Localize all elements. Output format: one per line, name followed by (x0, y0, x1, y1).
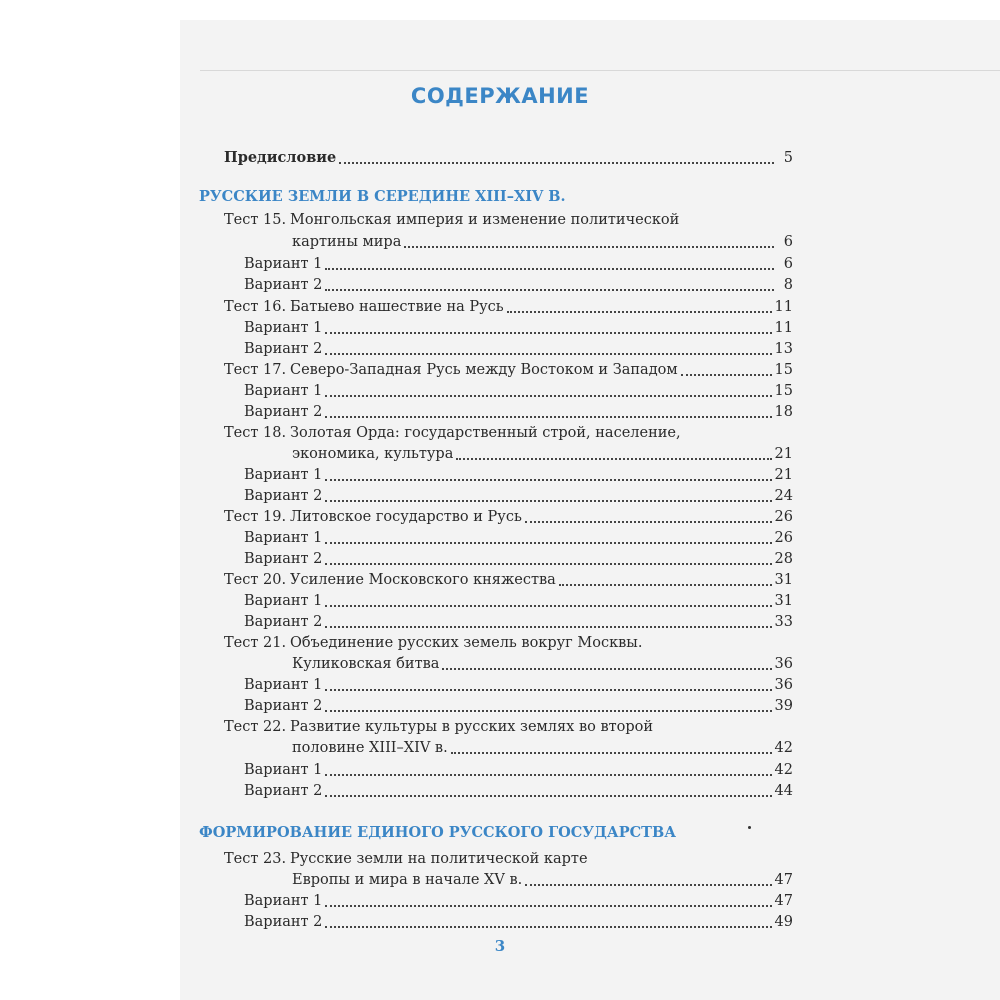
toc-test-22-cont[interactable] (292, 738, 793, 758)
dot-leader (325, 900, 771, 907)
toc-page-number: 39 (774, 698, 793, 714)
toc-page-number: 42 (774, 762, 793, 778)
toc-page-number: 11 (774, 299, 793, 315)
dot-leader (681, 369, 772, 376)
toc-test-15-title[interactable] (224, 210, 679, 230)
variant-label: Вариант 1 (244, 593, 323, 609)
variant-label: Вариант 2 (244, 404, 323, 420)
toc-page-number: 24 (774, 488, 793, 504)
toc-test-21-title[interactable] (224, 633, 642, 653)
toc-page-number: 21 (774, 446, 793, 462)
dot-leader (325, 390, 771, 397)
toc-page-number: 33 (774, 614, 793, 630)
toc-page-number: 31 (774, 593, 793, 609)
dot-leader (325, 327, 771, 334)
dot-leader (325, 684, 771, 691)
test-title-line1: Золотая Орда: государственный строй, население, (290, 425, 681, 441)
toc-variant[interactable] (244, 528, 793, 548)
toc-page-number: 26 (774, 509, 793, 525)
dot-leader (325, 411, 771, 418)
variant-label: Вариант 2 (244, 614, 323, 630)
dot-leader (325, 537, 771, 544)
variant-label: Вариант 1 (244, 893, 323, 909)
toc-variant[interactable] (244, 402, 793, 422)
variant-label: Вариант 1 (244, 530, 323, 546)
toc-test-18-cont[interactable] (292, 444, 793, 464)
toc-page-number: 47 (774, 893, 793, 909)
dot-leader (442, 663, 771, 670)
toc-test-18-title[interactable] (224, 423, 681, 443)
toc-entry-preface[interactable] (224, 148, 793, 168)
dot-leader (325, 600, 771, 607)
running-header-rule (200, 70, 1000, 71)
toc-variant[interactable] (244, 591, 793, 611)
variant-label: Вариант 1 (244, 677, 323, 693)
test-title-line2: Европы и мира в начале XV в. (292, 872, 523, 888)
toc-variant[interactable] (244, 675, 793, 695)
variant-label: Вариант 2 (244, 488, 323, 504)
dot-leader (325, 769, 771, 776)
test-label: Тест 16. (224, 299, 287, 315)
test-label: Тест 18. (224, 425, 287, 441)
toc-test-15-cont[interactable] (292, 232, 793, 252)
toc-variant[interactable] (244, 465, 793, 485)
variant-label: Вариант 1 (244, 320, 323, 336)
toc-variant[interactable] (244, 612, 793, 632)
toc-page-number: 6 (783, 256, 793, 272)
dot-leader (325, 921, 771, 928)
test-title-line1: Монгольская империя и изменение политической (290, 212, 680, 228)
toc-entry-label: Предисловие (224, 149, 337, 166)
dot-leader (325, 790, 771, 797)
test-title-line2: экономика, культура (292, 446, 454, 462)
variant-label: Вариант 2 (244, 783, 323, 799)
variant-label: Вариант 2 (244, 551, 323, 567)
toc-page-number: 26 (774, 530, 793, 546)
dot-leader (559, 579, 772, 586)
test-title-line1: Батыево нашествие на Русь (290, 299, 504, 315)
toc-variant[interactable] (244, 318, 793, 338)
toc-page-number: 18 (774, 404, 793, 420)
toc-variant[interactable] (244, 912, 793, 932)
toc-variant[interactable] (244, 275, 793, 295)
test-title-line2: картины мира (292, 234, 402, 250)
test-label: Тест 17. (224, 362, 287, 378)
dot-leader (404, 241, 774, 248)
test-label: Тест 19. (224, 509, 287, 525)
dot-leader (325, 558, 771, 565)
dot-leader (325, 348, 771, 355)
toc-variant[interactable] (244, 891, 793, 911)
test-label: Тест 21. (224, 635, 287, 651)
dot-leader (325, 263, 774, 270)
toc-page-number: 36 (774, 677, 793, 693)
dot-leader (525, 879, 771, 886)
dot-leader (456, 453, 771, 460)
test-title-line1: Развитие культуры в русских землях во второй (290, 719, 654, 735)
toc-page-number: 5 (783, 150, 793, 166)
test-label: Тест 20. (224, 572, 287, 588)
dot-leader (525, 516, 772, 523)
dot-leader (339, 157, 774, 164)
toc-page-number: 49 (774, 914, 793, 930)
toc-page-number: 11 (774, 320, 793, 336)
test-title-line1: Объединение русских земель вокруг Москвы. (290, 635, 643, 651)
toc-variant[interactable] (244, 486, 793, 506)
dot-leader (325, 284, 774, 291)
dot-leader (325, 621, 771, 628)
variant-label: Вариант 1 (244, 383, 323, 399)
test-label: Тест 22. (224, 719, 287, 735)
toc-test-22-title[interactable] (224, 717, 653, 737)
variant-label: Вариант 2 (244, 277, 323, 293)
dot-leader (451, 747, 772, 754)
test-title-line2: половине XIII–XIV в. (292, 740, 448, 756)
dot-leader (325, 705, 771, 712)
variant-label: Вариант 1 (244, 256, 323, 272)
page-number: 3 (494, 937, 506, 955)
toc-page-number: 47 (774, 872, 793, 888)
test-title-line1: Усиление Московского княжества (290, 572, 556, 588)
toc-page-number: 8 (783, 277, 793, 293)
test-title-line2: Куликовская битва (292, 656, 440, 672)
test-label: Тест 15. (224, 212, 287, 228)
toc-variant[interactable] (244, 254, 793, 274)
toc-test-16-title[interactable] (224, 297, 793, 317)
toc-variant[interactable] (244, 760, 793, 780)
toc-page-number: 36 (774, 656, 793, 672)
toc-page-number: 44 (774, 783, 793, 799)
print-speck (748, 826, 751, 829)
variant-label: Вариант 2 (244, 341, 323, 357)
test-title-line1: Русские земли на политической карте (290, 851, 588, 867)
toc-page-number: 31 (774, 572, 793, 588)
variant-label: Вариант 2 (244, 698, 323, 714)
toc-test-17-title[interactable] (224, 360, 793, 380)
dot-leader (325, 495, 771, 502)
dot-leader (325, 474, 771, 481)
test-title-line1: Северо-Западная Русь между Востоком и Западом (290, 362, 678, 378)
toc-test-23-cont[interactable] (292, 870, 793, 890)
variant-label: Вариант 1 (244, 467, 323, 483)
test-label: Тест 23. (224, 851, 287, 867)
toc-page-number: 28 (774, 551, 793, 567)
toc-test-21-cont[interactable] (292, 654, 793, 674)
test-title-line1: Литовское государство и Русь (290, 509, 522, 525)
toc-variant[interactable] (244, 549, 793, 569)
page-title: СОДЕРЖАНИЕ (410, 84, 590, 108)
toc-test-19-title[interactable] (224, 507, 793, 527)
toc-test-20-title[interactable] (224, 570, 793, 590)
toc-page-number: 6 (783, 234, 793, 250)
toc-variant[interactable] (244, 381, 793, 401)
section-heading-1: РУССКИЕ ЗЕМЛИ В СЕРЕДИНЕ XIII–XIV В. (199, 188, 566, 205)
toc-test-23-title[interactable] (224, 849, 588, 869)
section-heading-2: ФОРМИРОВАНИЕ ЕДИНОГО РУССКОГО ГОСУДАРСТВА (199, 824, 677, 841)
toc-page-number: 13 (774, 341, 793, 357)
toc-page-number: 42 (774, 740, 793, 756)
variant-label: Вариант 1 (244, 762, 323, 778)
toc-page-number: 21 (774, 467, 793, 483)
toc-variant[interactable] (244, 696, 793, 716)
toc-variant[interactable] (244, 781, 793, 801)
toc-page-number: 15 (774, 383, 793, 399)
toc-variant[interactable] (244, 339, 793, 359)
variant-label: Вариант 2 (244, 914, 323, 930)
toc-page-number: 15 (774, 362, 793, 378)
dot-leader (507, 306, 772, 313)
